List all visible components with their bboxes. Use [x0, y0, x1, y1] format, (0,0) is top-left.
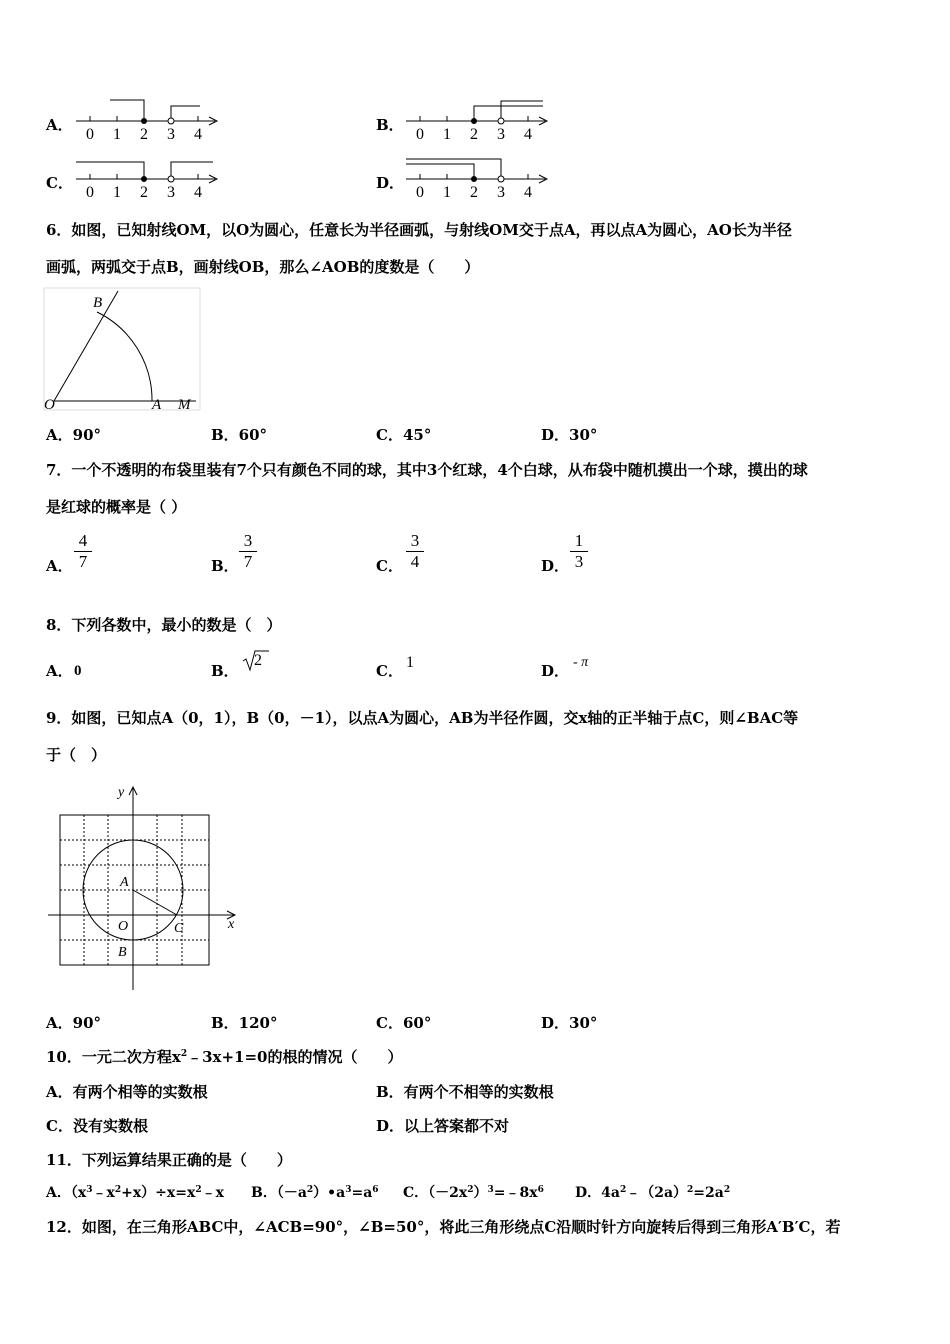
q12-stem: 12．如图，在三角形ABC中，∠ACB=90°，∠B=50°，将此三角形绕点C沿顺时针方向旋转后得到三角形A′B′C，若 [46, 1218, 841, 1236]
superscript: 3 [345, 1185, 352, 1195]
tick-label: 4 [524, 184, 532, 201]
q11-option-a[interactable] [46, 1183, 224, 1203]
q9-option-c[interactable]: C．60° [376, 1014, 432, 1032]
q7-option-c-fraction [406, 531, 424, 572]
q11-option-b[interactable] [251, 1183, 379, 1203]
q6-option-c[interactable]: C．45° [376, 426, 432, 444]
q8-option-c-label[interactable]: C． [376, 662, 403, 680]
q5-number-line-d [400, 154, 560, 204]
point-label-c: C [174, 921, 184, 936]
q7-option-a-label[interactable]: A． [46, 557, 73, 575]
superscript: 2 [195, 1185, 202, 1195]
tick-label: 0 [86, 184, 94, 201]
q6-option-a[interactable]: A．90° [46, 426, 102, 444]
q5-number-line-a [70, 96, 230, 146]
q6-stem-line2: 画弧，两弧交于点B，画射线OB，那么∠AOB的度数是（ ） [46, 258, 480, 276]
tick-label: 2 [140, 126, 148, 143]
tick-label: 1 [443, 126, 451, 143]
superscript: 2 [467, 1185, 474, 1195]
q8-option-b-label[interactable]: B． [211, 662, 239, 680]
text-part: +x）÷x=x [121, 1185, 196, 1201]
tick-label: 0 [416, 126, 424, 143]
tick-label: 0 [416, 184, 424, 201]
denominator: 7 [78, 552, 88, 571]
q5-number-line-c [70, 154, 230, 204]
q7-option-b-fraction [239, 531, 257, 572]
superscript: 2 [114, 1185, 122, 1195]
q10-stem-pre: 10．一元二次方程x [46, 1048, 181, 1066]
tick-label: 2 [470, 126, 478, 143]
q5-option-a-label: A． [46, 116, 73, 134]
text-part: =﹣8x [493, 1185, 538, 1201]
q5-option-d-label: D． [376, 174, 405, 192]
q8-option-d-label[interactable]: D． [541, 662, 570, 680]
superscript: 3 [487, 1185, 494, 1195]
q7-stem-line2: 是红球的概率是（ ） [46, 498, 187, 516]
q9-option-b[interactable]: B．120° [211, 1014, 278, 1032]
tick-label: 4 [194, 126, 202, 143]
q9-figure [44, 782, 244, 994]
superscript: 2 [180, 1049, 188, 1059]
point-label-o: O [44, 397, 55, 413]
tick-label: 2 [140, 184, 148, 201]
q5-number-line-b [400, 96, 560, 146]
q7-option-a-fraction [74, 531, 92, 572]
q7-option-d-label[interactable]: D． [541, 557, 570, 575]
q9-stem-line1: 9．如图，已知点A（0，1），B（0，－1），以点A为圆心，AB为半径作圆，交x轴的正半轴于点C，则∠BAC等 [46, 709, 799, 727]
numerator: 3 [239, 531, 257, 552]
q5-option-c-label: C． [46, 174, 73, 192]
superscript: 2 [306, 1185, 314, 1195]
text-part: =a [351, 1185, 373, 1201]
point-label-m: M [178, 397, 191, 413]
point-label-o: O [118, 919, 129, 934]
tick-label: 1 [113, 184, 121, 201]
q6-option-d[interactable]: D．30° [541, 426, 598, 444]
tick-label: 1 [443, 184, 451, 201]
text-part: =2a [693, 1185, 724, 1201]
q10-stem [46, 1047, 403, 1067]
tick-label: 3 [497, 126, 505, 143]
superscript: 2 [723, 1185, 731, 1195]
tick-label: 4 [524, 126, 532, 143]
q8-stem: 8．下列各数中，最小的数是（ ） [46, 616, 282, 634]
text-part: ﹣x [201, 1185, 224, 1201]
numerator: 3 [406, 531, 424, 552]
q11-option-c[interactable] [403, 1183, 544, 1203]
q10-option-c[interactable]: C．没有实数根 [46, 1117, 148, 1135]
q9-stem-line2: 于（ ） [46, 746, 107, 764]
q11-option-d[interactable] [575, 1183, 730, 1203]
q8-option-a-value: 0 [74, 663, 82, 679]
q9-option-a[interactable]: A．90° [46, 1014, 102, 1032]
q10-option-d[interactable]: D．以上答案都不对 [376, 1117, 510, 1135]
superscript: 2 [687, 1185, 694, 1195]
axis-label-y: y [118, 785, 125, 800]
text-part: C．（－2x [403, 1185, 468, 1201]
q8-option-c-value: 1 [406, 654, 414, 671]
superscript: 6 [372, 1185, 379, 1195]
q10-option-b[interactable]: B．有两个不相等的实数根 [376, 1083, 554, 1101]
point-label-b: B [118, 945, 127, 960]
q8-option-a-label[interactable]: A． [46, 662, 73, 680]
tick-label: 0 [86, 126, 94, 143]
q6-stem-line1: 6．如图，已知射线OM，以O为圆心，任意长为半径画弧，与射线OM交于点A，再以点A为圆心，AO长为半径 [46, 221, 792, 239]
point-label-a: A [120, 875, 129, 890]
text-part: B．（－a [251, 1185, 307, 1201]
tick-label: 3 [167, 126, 175, 143]
point-label-a: A [152, 397, 162, 413]
text-part: ）•a [313, 1185, 346, 1201]
q8-option-b-value: 2 [254, 652, 262, 669]
denominator: 4 [410, 552, 420, 571]
text-part: ﹣x [92, 1185, 115, 1201]
q6-figure [44, 288, 204, 414]
tick-label: 1 [113, 126, 121, 143]
tick-label: 2 [470, 184, 478, 201]
q11-stem: 11．下列运算结果正确的是（ ） [46, 1151, 292, 1169]
q7-stem-line1: 7．一个不透明的布袋里装有7个只有颜色不同的球，其中3个红球，4个白球，从布袋中随机摸出一个球，摸出的球 [46, 461, 808, 479]
q7-option-d-fraction [570, 531, 588, 572]
numerator: 4 [74, 531, 92, 552]
numerator: 1 [570, 531, 588, 552]
denominator: 3 [574, 552, 584, 571]
text-part: ﹣（2a） [626, 1185, 688, 1201]
text-part: ） [473, 1185, 488, 1201]
q5-option-b-label: B． [376, 116, 404, 134]
axis-label-x: x [228, 917, 235, 932]
superscript: 6 [537, 1185, 544, 1195]
text-part: D．4a [575, 1185, 620, 1201]
q10-option-a[interactable]: A．有两个相等的实数根 [46, 1083, 208, 1101]
q7-option-c-label[interactable]: C． [376, 557, 403, 575]
tick-label: 3 [497, 184, 505, 201]
superscript: 2 [619, 1185, 627, 1195]
tick-label: 3 [167, 184, 175, 201]
tick-label: 4 [194, 184, 202, 201]
q6-option-b[interactable]: B．60° [211, 426, 268, 444]
q10-stem-post: ﹣3x+1=0的根的情况（ ） [187, 1048, 403, 1066]
point-label-b: B [93, 295, 103, 311]
denominator: 7 [243, 552, 253, 571]
q7-option-b-label[interactable]: B． [211, 557, 239, 575]
q9-option-d[interactable]: D．30° [541, 1014, 598, 1032]
superscript: 3 [86, 1185, 93, 1195]
text-part: A．（x [46, 1185, 87, 1201]
q8-option-d-value: - π [573, 655, 589, 670]
